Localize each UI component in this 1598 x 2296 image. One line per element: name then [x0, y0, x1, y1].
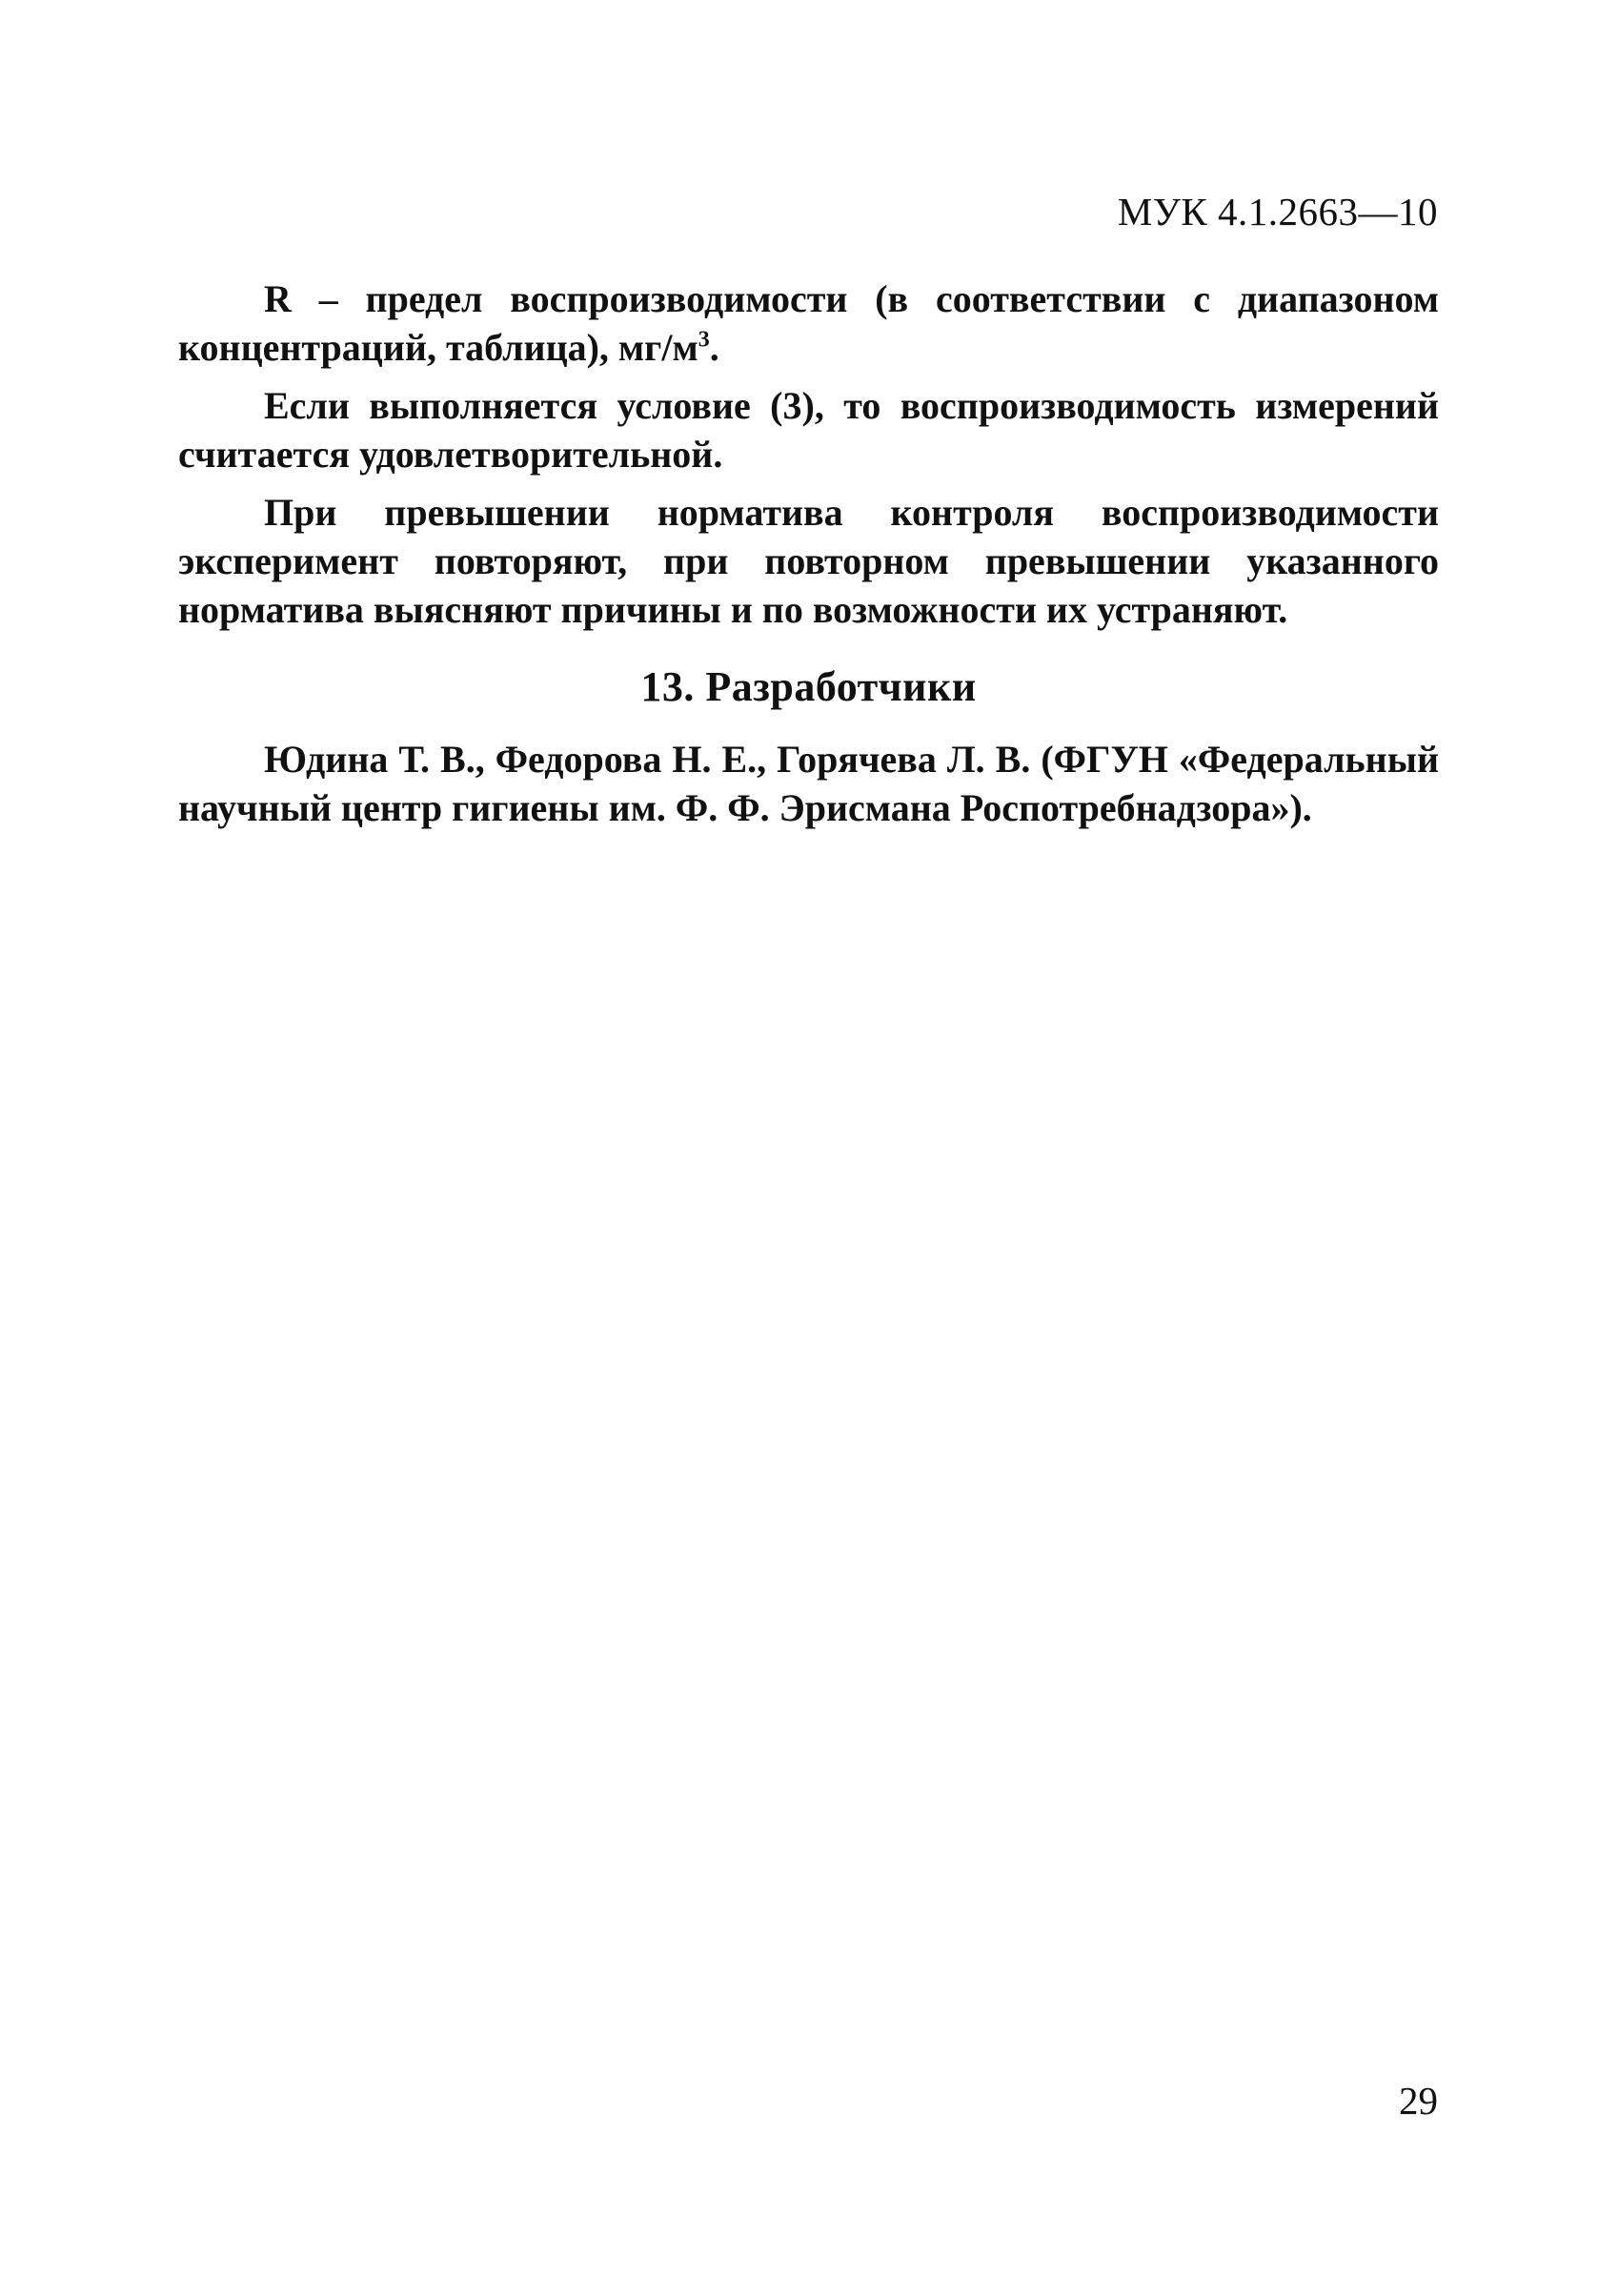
body-text: [178, 274, 1439, 842]
paragraph-reproducibility-limit-text: R – предел воспроизводимости (в соответствии с диапазоном концентраций, таблица), мг/м: [178, 277, 1439, 369]
document-code-header: МУК 4.1.2663—10: [1117, 190, 1438, 234]
page-number: 29: [1399, 2079, 1438, 2123]
paragraph-norm-exceeded: При превышении норматива контроля воспроизводимости эксперимент повторяют, при повторном превышении указанного норматива выясняют причины и по возможности их устраняют.: [178, 491, 1439, 631]
paragraph-developers: Юдина Т. В., Федорова Н. Е., Горячева Л. В. (ФГУН «Федеральный научный центр гигиены им. Ф. Ф. Эрисмана Роспотребнадзора»).: [178, 738, 1439, 829]
superscript-cube: 3: [698, 327, 710, 353]
paragraph-reproducibility-limit-tail: .: [709, 326, 719, 369]
paragraph-condition-satisfied: Если выполняется условие (3), то воспроизводимость измерений считается удовлетворительной.: [178, 384, 1439, 476]
paragraph-reproducibility-limit: [178, 274, 1439, 372]
section-heading-developers: 13. Разработчики: [640, 663, 977, 710]
